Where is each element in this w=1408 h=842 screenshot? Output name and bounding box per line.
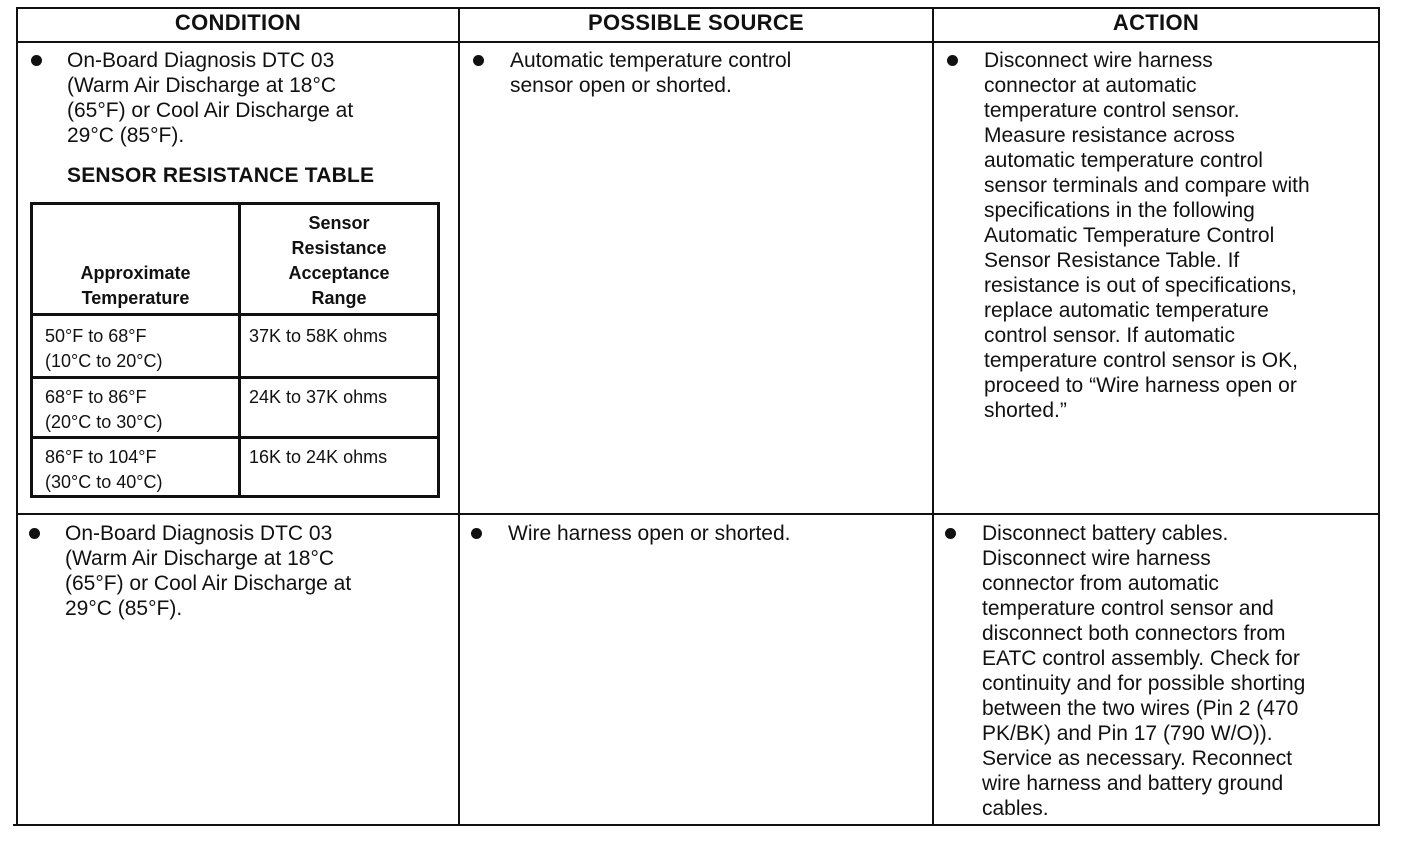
row-divider [16, 513, 1378, 515]
sensor-resistance-cell: 37K to 58K ohms [249, 326, 388, 346]
sensor-temp-cell: 68°F to 86°F (20°C to 30°C) [45, 387, 163, 432]
source-text: Wire harness open or shorted. [508, 522, 791, 545]
action-text: Disconnect battery cables. Disconnect wire harness connector from automatic temperature control sensor and disconnect both connectors from EATC control assembly. Check for continuity and for possible shorting between the two wires (Pin 2 (470 PK/BK) and Pin 17 (790 W/O)). Service as necessary. Reconnect wire harness and battery ground cables. [982, 522, 1306, 820]
sensor-temp-cell: 86°F to 104°F (30°C to 40°C) [45, 447, 163, 492]
sensor-table-row-divider [33, 376, 437, 379]
sensor-table-title: SENSOR RESISTANCE TABLE [67, 164, 375, 187]
bullet-icon [947, 55, 958, 66]
table-bottom-border [13, 824, 1378, 826]
sensor-table-header-divider [33, 313, 437, 316]
bullet-icon [29, 528, 40, 539]
table-right-border [1378, 7, 1380, 826]
sensor-table-header-resistance: Sensor Resistance Acceptance Range [288, 213, 390, 308]
sensor-resistance-cell: 16K to 24K ohms [249, 447, 388, 467]
sensor-table-header-temperature: Approximate Temperature [80, 263, 191, 308]
bullet-icon [31, 55, 42, 66]
sensor-table-row-divider [33, 436, 437, 439]
bullet-icon [473, 55, 484, 66]
sensor-resistance-cell: 24K to 37K ohms [249, 387, 388, 407]
table-left-border [16, 7, 18, 826]
condition-text: On-Board Diagnosis DTC 03 (Warm Air Discharge at 18°C (65°F) or Cool Air Discharge at 29°C (85°F). [67, 49, 354, 147]
col-divider-1 [458, 7, 460, 826]
action-text: Disconnect wire harness connector at automatic temperature control sensor. Measure resistance across automatic temperature control sensor terminals and compare with specifications in the following Automatic Temperature Control Sensor Resistance Table. If resistance is out of specifications, replace automatic temperature control sensor. If automatic temperature control sensor is OK, proceed to “Wire harness open or shorted.” [984, 49, 1310, 422]
bullet-icon [471, 528, 482, 539]
header-possible-source: POSSIBLE SOURCE [588, 10, 804, 35]
header-condition: CONDITION [174, 10, 302, 35]
sensor-temp-cell: 50°F to 68°F (10°C to 20°C) [45, 326, 163, 371]
header-bottom-border [16, 41, 1380, 43]
condition-text: On-Board Diagnosis DTC 03 (Warm Air Discharge at 18°C (65°F) or Cool Air Discharge at 29°C (85°F). [65, 522, 352, 620]
bullet-icon [945, 528, 956, 539]
header-action: ACTION [1112, 10, 1200, 35]
sensor-resistance-table [30, 202, 440, 498]
source-text: Automatic temperature control sensor open or shorted. [510, 49, 792, 97]
col-divider-2 [932, 7, 934, 826]
